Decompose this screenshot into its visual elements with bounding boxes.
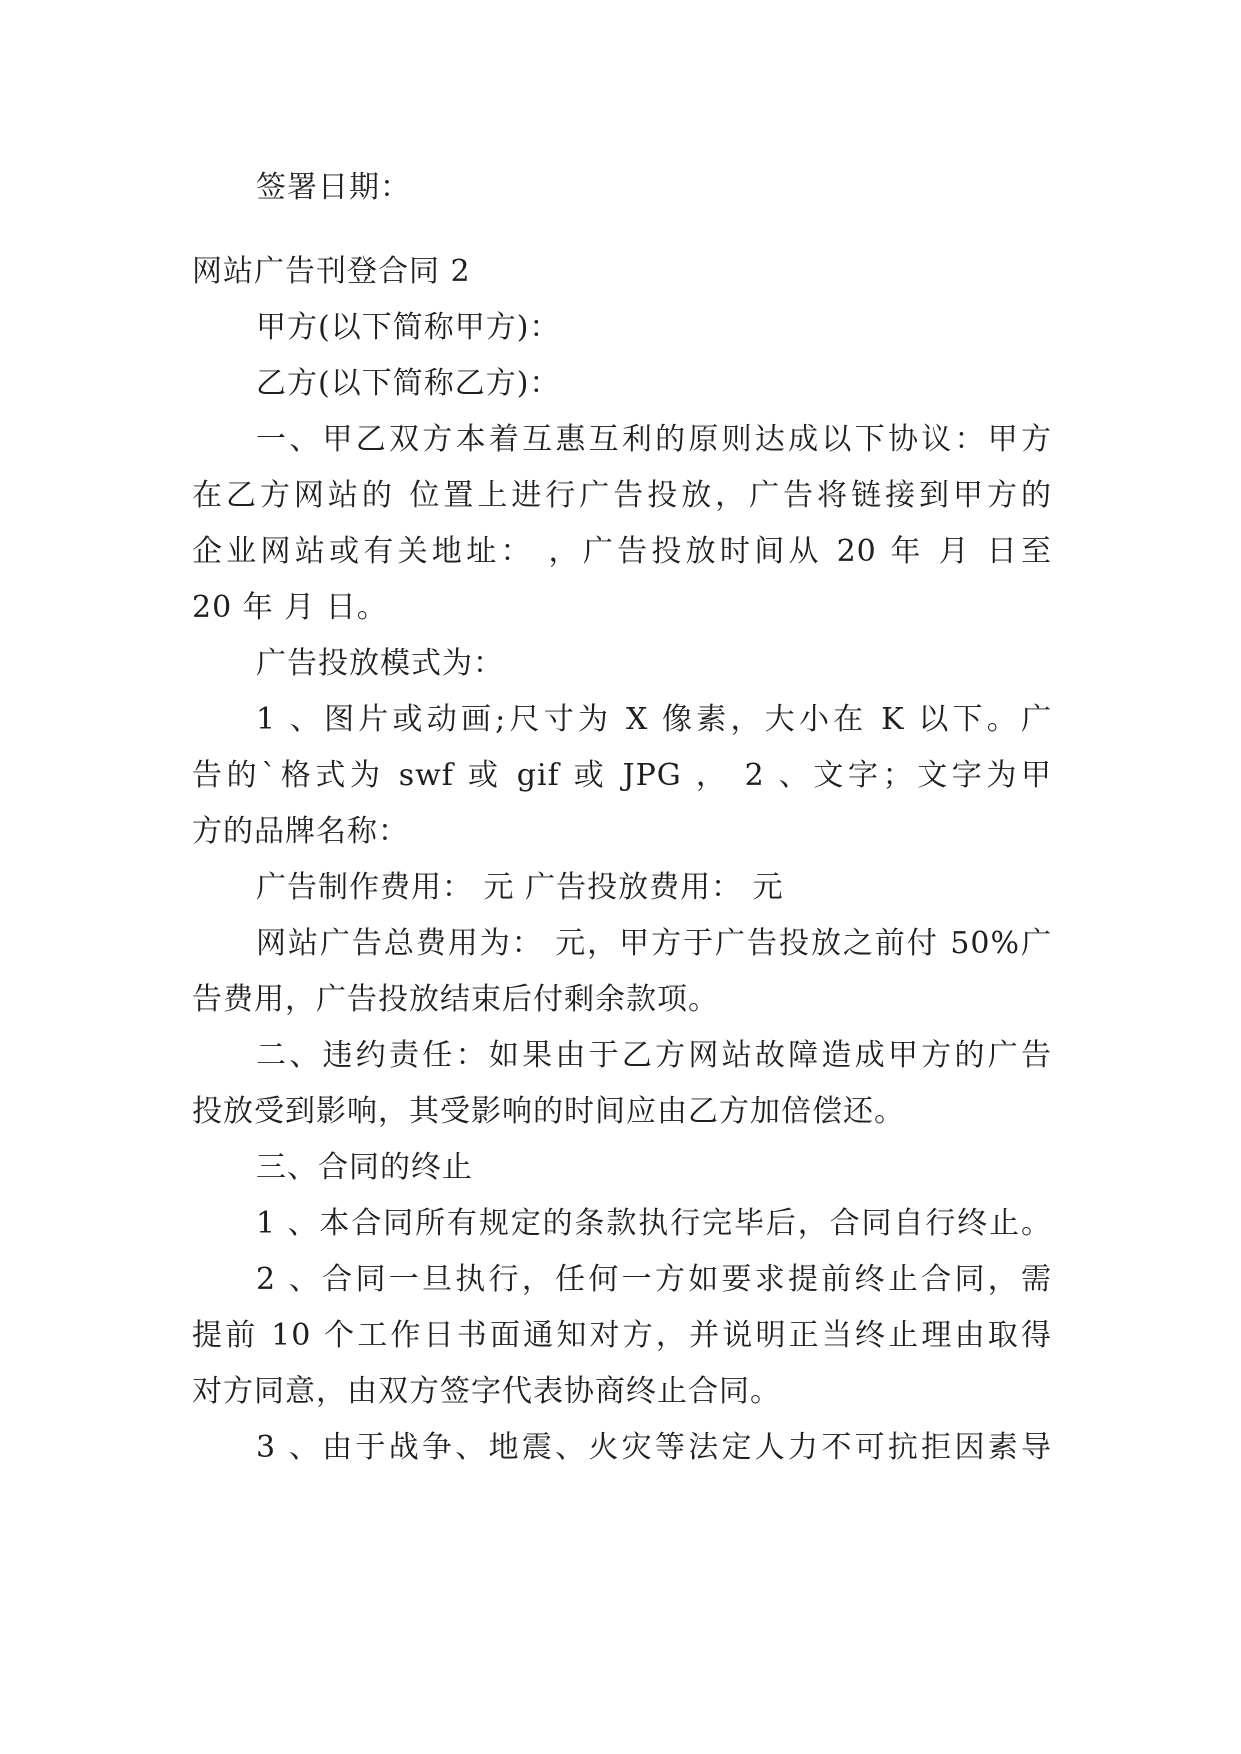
clause-2-line-2: 投放受到影响，其受影响的时间应由乙方加倍偿还。 <box>192 1094 905 1129</box>
termination-item-2-line-3: 对方同意，由双方签字代表协商终止合同。 <box>192 1374 781 1409</box>
total-fee-line-2: 告费用，广告投放结束后付剩余款项。 <box>192 982 719 1017</box>
party-b-label: 乙方(以下简称乙方)： <box>256 366 561 401</box>
termination-item-1: 1 、本合同所有规定的条款执行完毕后，合同自行终止。 <box>256 1206 1052 1241</box>
clause-1-line-4: 20 年 月 日。 <box>192 590 388 625</box>
contract-title: 网站广告刊登合同 2 <box>192 254 471 289</box>
total-fee-line-1: 网站广告总费用为： 元，甲方于广告投放之前付 50%广 <box>256 926 1052 961</box>
clause-3-heading: 三、合同的终止 <box>256 1150 473 1185</box>
termination-item-3-line-1: 3 、由于战争、地震、火灾等法定人力不可抗拒因素导 <box>256 1430 1052 1465</box>
clause-1-line-1: 一、甲乙双方本着互惠互利的原则达成以下协议：甲方 <box>256 422 1052 457</box>
clause-1-line-2: 在乙方网站的 位置上进行广告投放，广告将链接到甲方的 <box>192 478 1052 513</box>
ad-mode-line-1: 1 、图片或动画;尺寸为 X 像素，大小在 K 以下。广 <box>256 702 1052 737</box>
clause-1-line-3: 企业网站或有关地址： ，广告投放时间从 20 年 月 日至 <box>192 534 1052 569</box>
ad-mode-heading: 广告投放模式为： <box>256 646 504 681</box>
ad-mode-line-3: 方的品牌名称： <box>192 814 409 849</box>
ad-mode-line-2: 告的`格式为 swf 或 gif 或 JPG ， 2 、文字；文字为甲 <box>192 758 1052 793</box>
signature-date-label: 签署日期： <box>256 170 411 205</box>
party-a-label: 甲方(以下简称甲方)： <box>256 310 561 345</box>
clause-2-line-1: 二、违约责任：如果由于乙方网站故障造成甲方的广告 <box>256 1038 1052 1073</box>
termination-item-2-line-1: 2 、合同一旦执行，任何一方如要求提前终止合同，需 <box>256 1262 1052 1297</box>
fees-line: 广告制作费用： 元 广告投放费用： 元 <box>256 870 784 905</box>
termination-item-2-line-2: 提前 10 个工作日书面通知对方，并说明正当终止理由取得 <box>192 1318 1052 1353</box>
